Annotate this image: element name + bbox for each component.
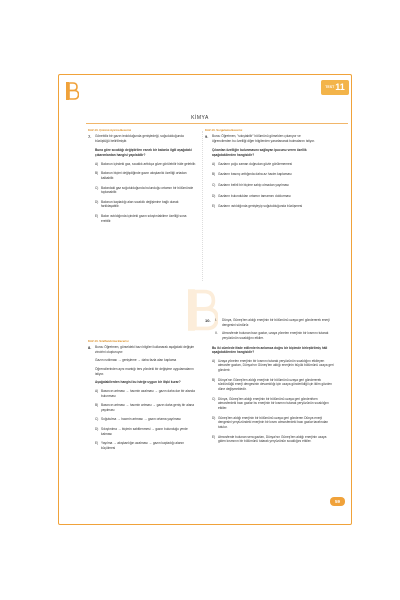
- question-prompt: Buna göre sıcaklığı değiştirilen esnek bir balonla ilgili aşağıdaki çıkarımlardan hangisi yapılabilir?: [95, 148, 192, 157]
- question-prompt: Bu iki cümlede ifade edilenlerin anlamca doğru bir biçimde birleştirilmiş hâli aşağıdakilerden hangisidir?: [212, 345, 328, 355]
- test-number-badge: [321, 80, 349, 95]
- subject-title: KİMYA: [191, 115, 209, 121]
- option-c[interactable]: C) Soğutulma → hacmin artması → gazın ortama yayılması: [95, 417, 181, 422]
- option-b[interactable]: B) Gazların basınç arttığında daha az hacim kaplaması: [212, 172, 292, 177]
- question-7: [88, 128, 196, 223]
- options-list: [205, 359, 335, 444]
- question-10: [205, 318, 335, 444]
- column-divider: [202, 131, 203, 281]
- option-e[interactable]: E) Balon ısıtıldığında içindeki gazın sıkıştırılabilme özelliği sona erebilir.: [95, 214, 187, 223]
- options-list: [205, 162, 319, 209]
- question-prompt: Aşağıdakilerden hangisi bu isteğe uygun bir ilişki kurar?: [95, 380, 181, 385]
- option-d[interactable]: D) Güneş'ten aldığı enerjinin bir bölümünü uzaya geri gönderen Dünya enerji dengesini yeryüzündeki enerjinin bir kısmı atmosferdeki bazı gazlar tarafından tutulur.: [212, 415, 329, 429]
- question-prompt: Çıkarılan özelliğin bulunmasını sağlayan ipucunu veren özellik aşağıdakilerden hangisidir?: [212, 148, 307, 157]
- skill-tag: KAZ.10. Çözünü Ayırma Becerisi: [88, 128, 132, 132]
- test-label: TEST: [325, 85, 335, 89]
- statements-list: [215, 318, 335, 341]
- options-list: [88, 162, 196, 224]
- skill-tag: KAZ.10. Sorgulama Becerisi: [205, 128, 243, 132]
- option-a[interactable]: A) Uzaya yönelen enerjinin bir kısmını tutarak yeryüzünün sıcaklığını etkileyen atmosfer gazları, Dünya'nın Güneş'ten aldığı enerjinin büyük bölümünü uzaya geri gönderir.: [212, 358, 334, 373]
- question-number: 9.: [205, 134, 209, 139]
- option-e[interactable]: E) Yayılma → akışkanlığın azalması → gazın kapladığı alanın küçülmesi: [95, 441, 185, 451]
- option-a[interactable]: A) Gazların çoğu zaman doğrudan gözle görülememesi: [212, 161, 293, 166]
- question-number: 7.: [88, 134, 92, 139]
- option-d[interactable]: D) Sıkıştırılma → biçimin sabitlenmesi → gazın bulunduğu yerde kalması: [95, 427, 188, 436]
- option-b[interactable]: B) Balonun biçimi değişdiğinde gazın akışkanlık özelliği ortadan kalkabilir.: [95, 171, 187, 180]
- option-c[interactable]: C) Balondaki gaz soğutulduğunda bulunduğu ortamın bir bölümünde toplanabilir.: [95, 185, 194, 195]
- option-c[interactable]: C) Dünya, Güneş'ten aldığı enerjinin bir bölümünü uzaya geri gönderirken atmosferdeki bazı gazlar bu enerjinin bir kısmını tutarak yeryüzünün sıcaklığını etkiler.: [212, 396, 329, 410]
- header-rule: [86, 123, 348, 124]
- question-stem: Burcu Öğretmen, görseldeki bazı bilgileri kullanarak aşağıdaki değişim zincirini oluşturuyor:: [95, 345, 195, 354]
- question-8: [88, 339, 196, 451]
- option-e[interactable]: E) Atmosferde bulunan sera gazları, Dünya'nın Güneş'ten aldığı enerjinin uzaya giden kısmının bir bölümünü tutarak yeryüzünün sıcaklığını etkiler.: [212, 434, 327, 444]
- option-d[interactable]: D) Balonun kapladığı alan sıcaklık değişimine bağlı olarak farklılaşabilir.: [95, 199, 179, 209]
- option-d[interactable]: D) Gazların bulundukları ortamın tamamını doldurması: [212, 193, 291, 198]
- change-chain: Gazın ısıtılması → genişleme → daha fazla alan kaplama: [95, 358, 177, 363]
- question-stem-2: Öğrencilerinden aynı mantığı ters yöndeki bir değişime uygulamalarını istiyor.: [95, 366, 194, 376]
- test-number: 11: [335, 82, 345, 92]
- option-c[interactable]: C) Gazların belirli bir biçime sahip olmadan yayılması: [212, 182, 289, 187]
- question-9: [205, 128, 319, 209]
- option-b[interactable]: B) Dünya'nın Güneş'ten aldığı enerjinin bir bölümünü uzaya geri göndererek sürdürdüğü enerji dengesinin devamlılığı için uzaya gönderildiği için iklim gözden düne değişmektedir.: [212, 377, 332, 392]
- question-stem: Gönebiliz bir gazın iedolduğunda genişledeği, soğudulduğunda büzüştüğü belirlilmiştir.: [95, 134, 184, 143]
- option-a[interactable]: A) Basıncın artması → hacmin azalması → gazın daha dar bir alanda bulunması: [95, 388, 195, 398]
- option-e[interactable]: E) Gazların ısıtıldığında genişleyip soğutulduğunda büzüşmesi: [212, 204, 303, 209]
- question-number: 8.: [88, 345, 92, 350]
- skill-tag: KAZ.10. Sınıflandırma Becerisi: [88, 339, 129, 343]
- option-a[interactable]: A) Balonun içindeki gaz, sıcaklık arttıkça göze görülebilir hâle gelebilir.: [95, 161, 196, 166]
- publisher-logo: [66, 82, 79, 100]
- statement-1: I. Dünya, Güneş'ten aldığı enerjinin bir bölümünü uzaya geri göndererek enerji dengesini sürdürür.: [215, 318, 330, 327]
- statement-2: II. Atmosferde bulunan bazı gazlar, uzaya yönelen enerjinin bir kısmını tutarak yeryüzünün sıcaklığını etkiler.: [215, 331, 329, 340]
- question-number: 10.: [205, 318, 211, 323]
- option-b[interactable]: B) Basıncın artması → hacmin artması → gazın daha geniş bir alana yayılması: [95, 403, 195, 412]
- page-number: 59: [330, 497, 345, 506]
- options-list: [88, 389, 196, 451]
- question-stem: Burcu Öğretmen, "sıkıştabilir" bölümünü görselden çıkarıyor ve öğrencilerden bu özelliği diğer bilgilerden yararlanarak bulmalarını istiyor.: [212, 134, 315, 143]
